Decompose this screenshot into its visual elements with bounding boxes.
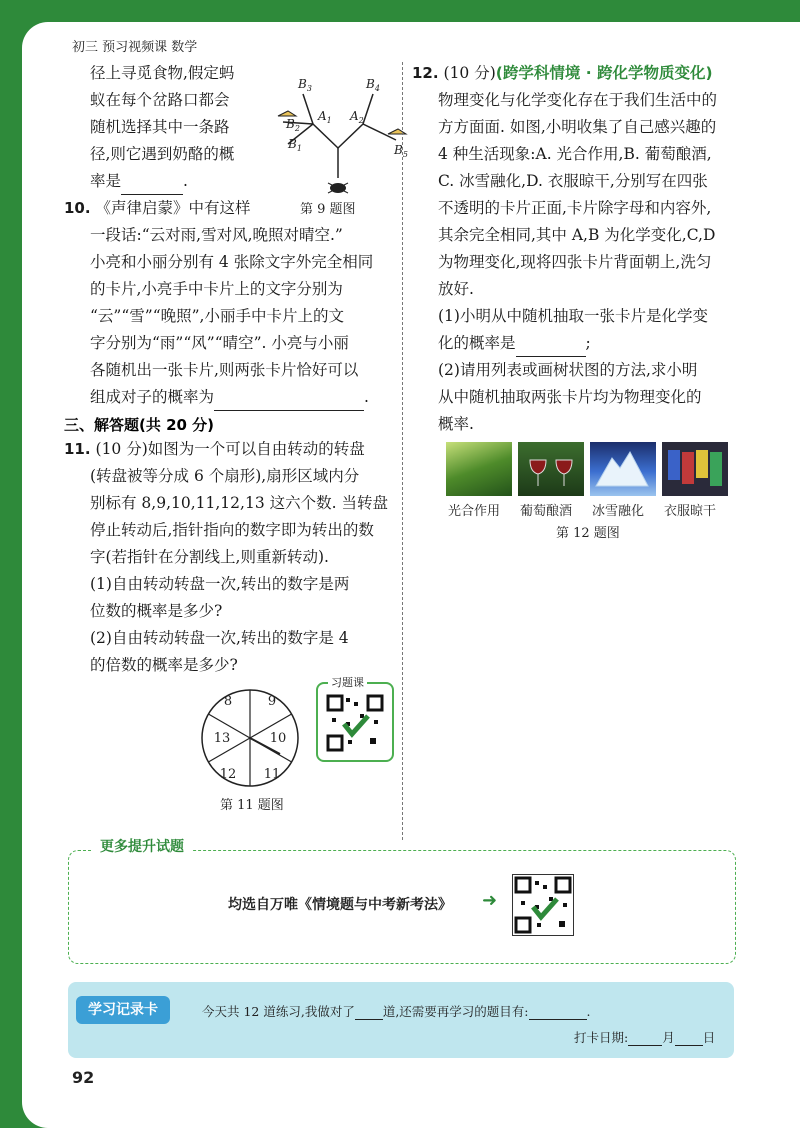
qr-exercise-box — [316, 676, 394, 762]
photo-caption-4: 衣服晾干 — [664, 504, 717, 519]
record-line-2: 打卡日期: 月 日 — [574, 1030, 716, 1045]
q10-line-8: 组成对子的概率为 . — [90, 384, 369, 411]
q11-line-5: 字(若指针在分割线上,则重新转动). — [90, 548, 329, 566]
qr-code-icon[interactable] — [326, 694, 384, 752]
q9-line-3: 随机选择其中一条路 — [90, 118, 230, 136]
wheel-label-9: 9 — [267, 694, 277, 709]
q10-line-2: 一段话:“云对雨,雪对风,晚照对晴空.” — [90, 226, 343, 244]
q9-line-5: 率是 . — [90, 168, 188, 195]
label-a2: $A_2$ — [350, 109, 364, 125]
arrow-right-icon: ➜ — [482, 890, 498, 911]
q12-line-4: 4 种生活现象:A. 光合作用,B. 葡萄酿酒, — [438, 145, 712, 163]
cheese-icon — [278, 111, 296, 116]
spinner-wheel — [198, 686, 302, 790]
q12-line-2: 物理变化与化学变化存在于我们生活中的 — [438, 91, 718, 109]
wheel-label-10: 10 — [269, 731, 287, 746]
wheel-label-8: 8 — [223, 694, 233, 709]
q12-line-9: 放好. — [438, 280, 474, 298]
q9-caption: 第 9 题图 — [300, 202, 356, 217]
column-divider — [402, 62, 403, 840]
cheese-icon — [388, 129, 406, 134]
photo-photosynthesis — [446, 442, 512, 496]
q10-line-3: 小亮和小丽分别有 4 张除文字外完全相同 — [90, 253, 374, 271]
page-header: 初三 预习视频课 数学 — [72, 40, 198, 55]
q11-line-6: (1)自由转动转盘一次,转出的数字是两 — [90, 575, 350, 593]
photo-clothes-drying — [662, 442, 728, 496]
q10-line-7: 各随机出一张卡片,则两张卡片恰好可以 — [90, 361, 359, 379]
q12-line-3: 方方面面. 如图,小明收集了自己感兴趣的 — [438, 118, 717, 136]
q11-line-2: (转盘被等分成 6 个扇形),扇形区域内分 — [90, 467, 360, 485]
q10-line-1: 10. 《声律启蒙》中有这样 — [64, 199, 251, 217]
q11-line-9: 的倍数的概率是多少? — [90, 656, 238, 674]
page-number: 92 — [72, 1068, 95, 1087]
q11-line-7: 位数的概率是多少? — [90, 602, 223, 620]
q9-line-2: 蚁在每个岔路口都会 — [90, 91, 230, 109]
q12-line-14: 概率. — [438, 415, 474, 433]
q9-line-4: 径,则它遇到奶酪的概 — [90, 145, 235, 163]
label-b1: $B_1$ — [288, 137, 302, 153]
photo-caption-1: 光合作用 — [448, 504, 501, 519]
q11-caption: 第 11 题图 — [220, 798, 284, 813]
label-b3: $B_3$ — [298, 77, 312, 93]
q11-line-8: (2)自由转动转盘一次,转出的数字是 4 — [90, 629, 349, 647]
ant-path-diagram — [258, 58, 408, 198]
photo-winemaking — [518, 442, 584, 496]
photo-ice-melting — [590, 442, 656, 496]
q11-line-4: 停止转动后,指针指向的数字即为转出的数 — [90, 521, 374, 539]
workbook-page — [22, 22, 800, 1128]
q12-line-7: 其余完全相同,其中 A,B 为化学变化,C,D — [438, 226, 716, 244]
q12-line-1: 12. (10 分)(跨学科情境 · 跨化学物质变化) — [412, 64, 713, 82]
q10-line-4: 的卡片,小亮手中卡片上的文字分别为 — [90, 280, 343, 298]
more-practice-title: 更多提升试题 — [92, 836, 192, 856]
q10-line-5: “云”“雪”“晚照”,小丽手中卡片上的文 — [90, 307, 344, 325]
q12-line-10: (1)小明从中随机抽取一张卡片是化学变 — [438, 307, 708, 325]
q12-line-8: 为物理变化,现将四张卡片背面朝上,洗匀 — [438, 253, 712, 271]
qr-code-icon[interactable] — [512, 874, 574, 936]
wheel-label-11: 11 — [263, 767, 281, 782]
wheel-label-12: 12 — [219, 767, 237, 782]
q9-line-1: 径上寻觅食物,假定蚂 — [90, 64, 235, 82]
q12-line-12: (2)请用列表或画树状图的方法,求小明 — [438, 361, 698, 379]
q12-line-6: 不透明的卡片正面,卡片除字母和内容外, — [438, 199, 712, 217]
q12-line-5: C. 冰雪融化,D. 衣服晾干,分别写在四张 — [438, 172, 708, 190]
photo-caption-3: 冰雪融化 — [592, 504, 645, 519]
more-practice-text: 均选自万唯《情境题与中考新考法》 — [228, 897, 452, 913]
record-line-1: 今天共 12 道练习,我做对了 道,还需要再学习的题目有: . — [202, 1004, 591, 1019]
label-b2: $B_2$ — [286, 117, 300, 133]
wheel-label-13: 13 — [213, 731, 231, 746]
label-b4: $B_4$ — [366, 77, 380, 93]
section-title: 三、解答题(共 20 分) — [64, 416, 215, 434]
q11-line-3: 别标有 8,9,10,11,12,13 这六个数. 当转盘 — [90, 494, 388, 512]
photo-caption-2: 葡萄酿酒 — [520, 504, 573, 519]
q12-line-11: 化的概率是 ; — [438, 330, 591, 357]
q12-line-13: 从中随机抽取两张卡片均为物理变化的 — [438, 388, 702, 406]
qr-exercise-label: 习题课 — [328, 674, 367, 690]
q12-caption: 第 12 题图 — [556, 526, 620, 541]
study-record-tag: 学习记录卡 — [76, 996, 170, 1024]
label-a1: $A_1$ — [318, 109, 332, 125]
q11-line-1: 11. (10 分)如图为一个可以自由转动的转盘 — [64, 440, 365, 458]
q10-line-6: 字分别为“雨”“风”“晴空”. 小亮与小丽 — [90, 334, 349, 352]
label-b5: $B_5$ — [394, 143, 408, 159]
